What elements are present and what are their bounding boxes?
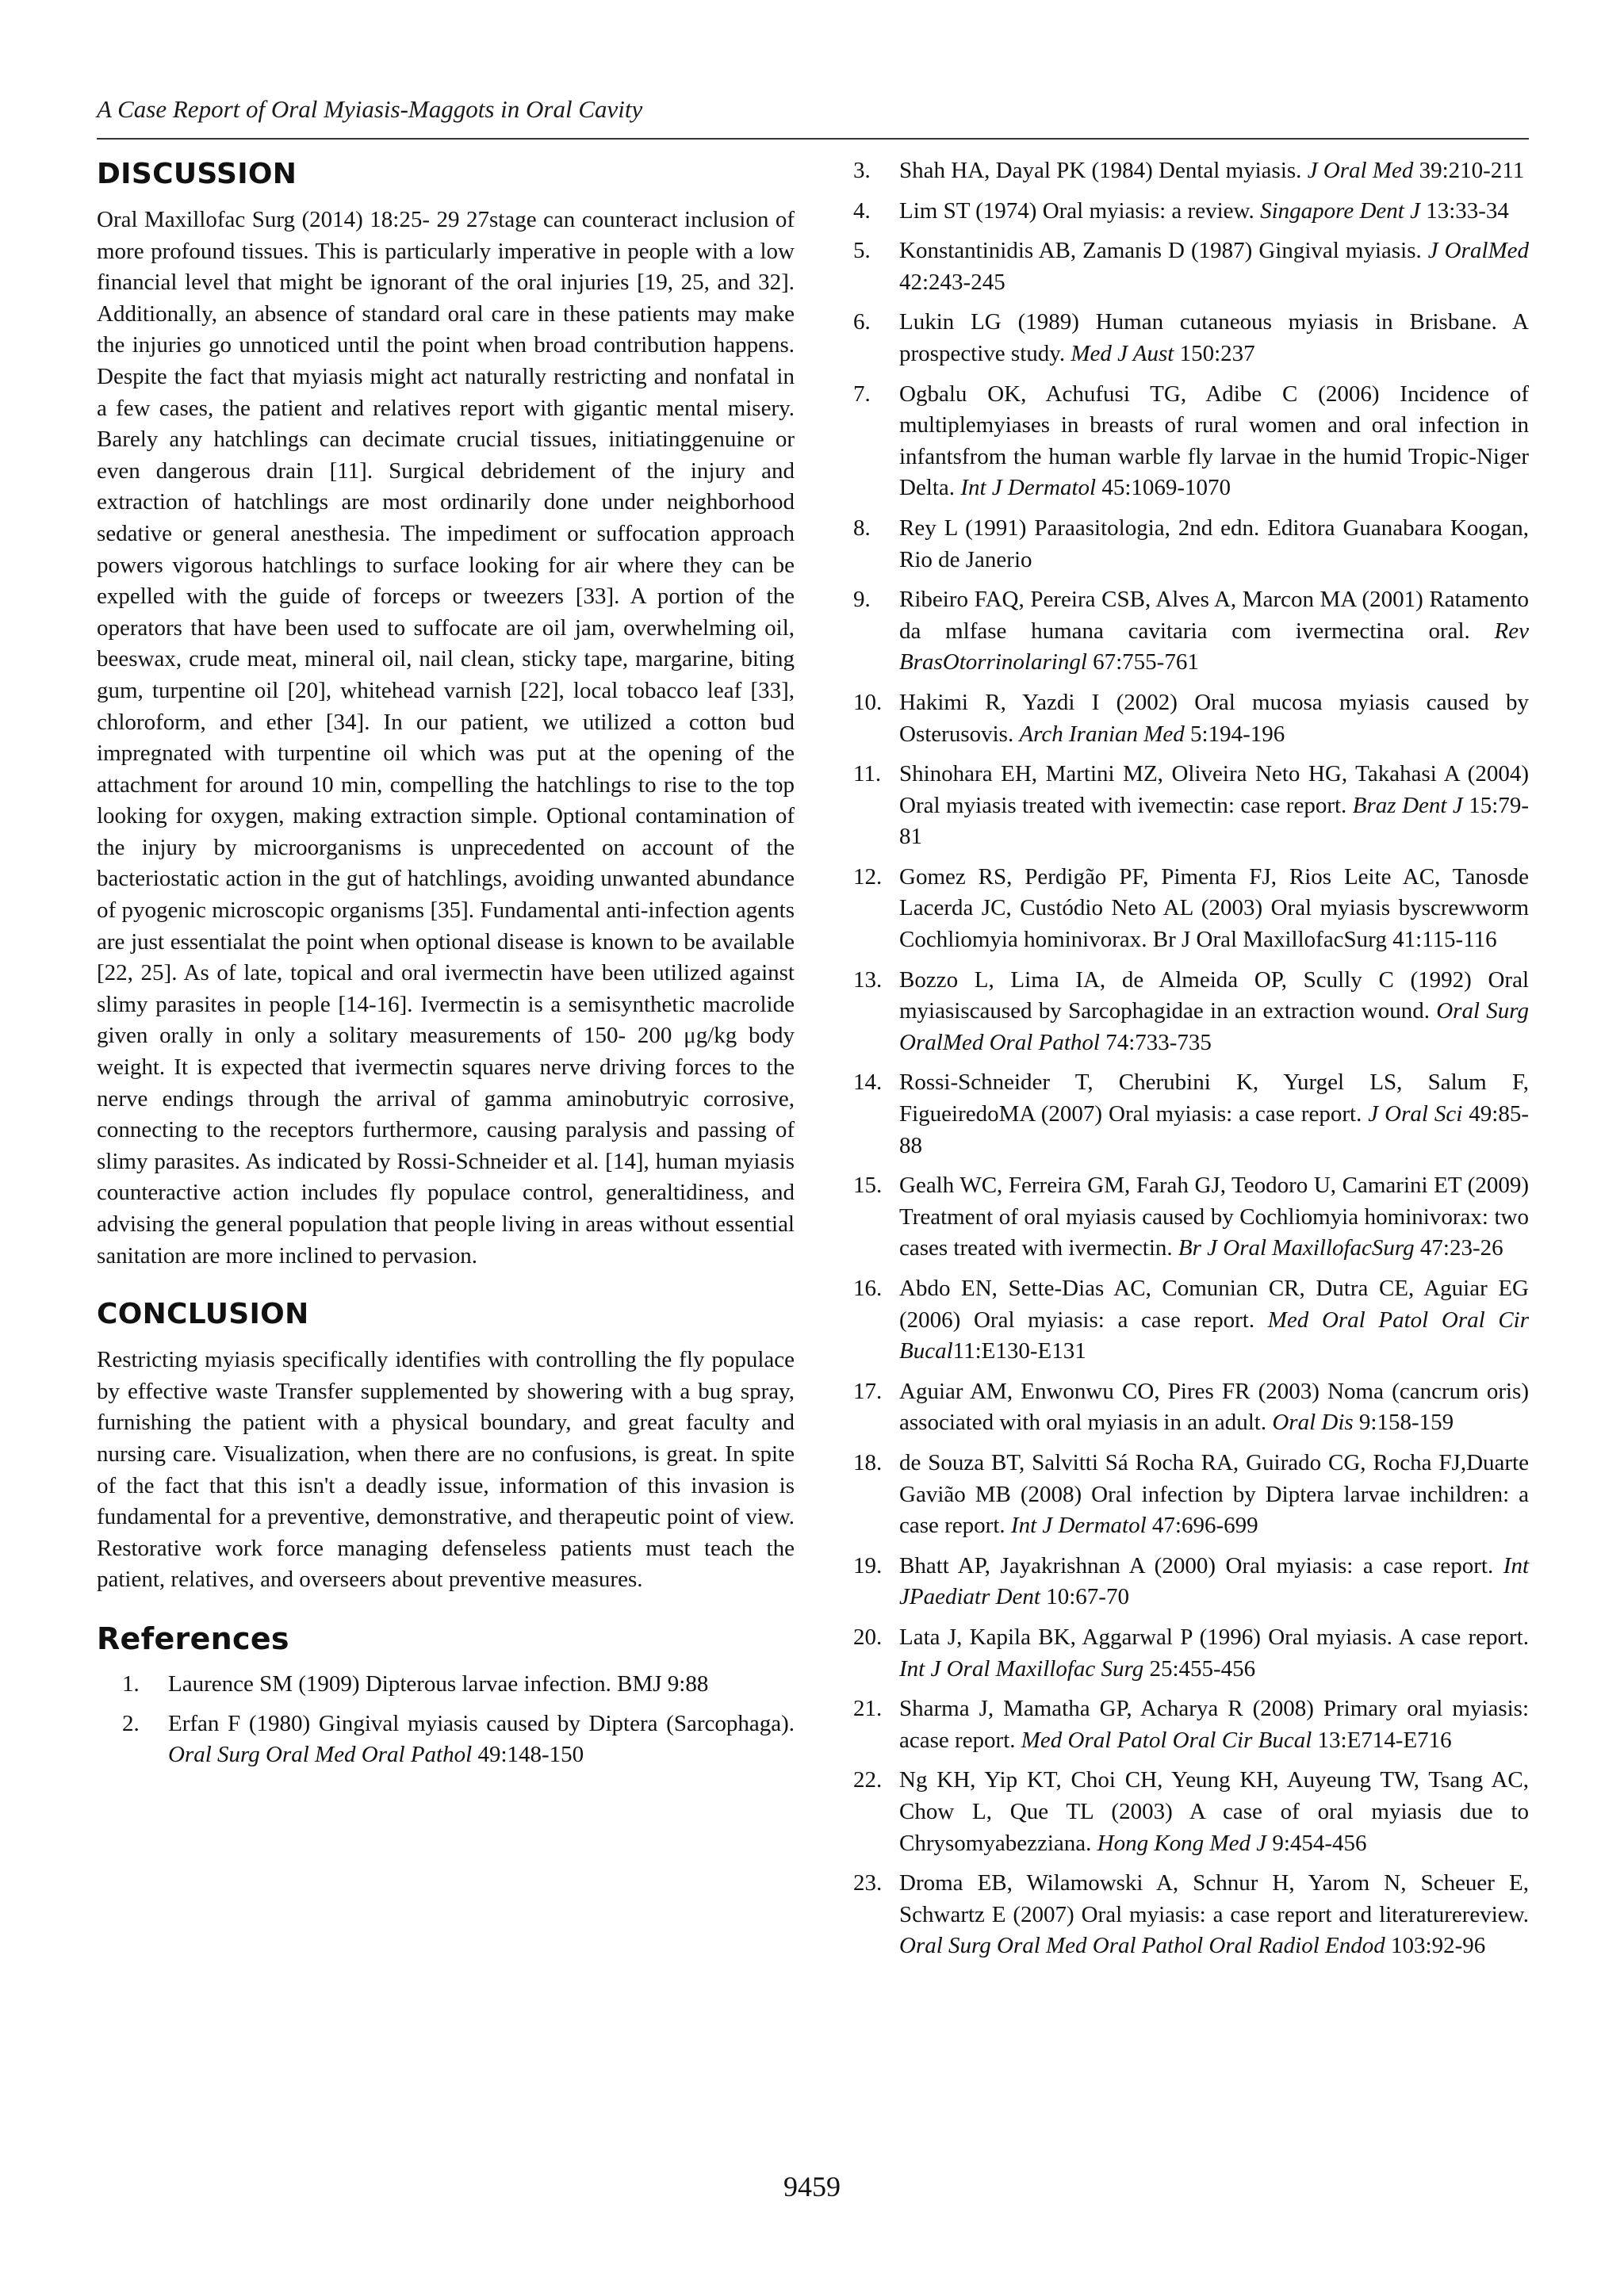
reference-number: 20. bbox=[853, 1624, 883, 1650]
reference-volume-pages: 47:696-699 bbox=[1146, 1513, 1258, 1539]
reference-authors-title: Lata J, Kapila BK, Aggarwal P (1996) Oral myiasis. A case report. bbox=[899, 1624, 1529, 1650]
reference-text bbox=[168, 1709, 795, 1771]
reference-item bbox=[853, 1067, 1529, 1161]
reference-item bbox=[853, 862, 1529, 956]
reference-text bbox=[899, 862, 1529, 956]
reference-journal: Int J Dermatol bbox=[960, 475, 1097, 501]
reference-authors-title: Rey L (1991) Paraasitologia, 2nd edn. Editora Guanabara Koogan, Rio de Janerio bbox=[899, 515, 1529, 572]
reference-journal: Oral Surg Oral Med Oral Pathol bbox=[168, 1742, 473, 1768]
reference-volume-pages: 10:67-70 bbox=[1040, 1584, 1129, 1610]
reference-text bbox=[899, 1170, 1529, 1265]
reference-journal: Arch Iranian Med bbox=[1019, 721, 1185, 747]
reference-text bbox=[899, 1273, 1529, 1368]
reference-number: 14. bbox=[853, 1070, 883, 1096]
reference-authors-title: Ng KH, Yip KT, Choi CH, Yeung KH, Auyeung TW, Tsang AC, Chow L, Que TL (2003) A case of oral myiasis due to Chrysomyabezziana. bbox=[899, 1767, 1529, 1856]
reference-text bbox=[899, 687, 1529, 750]
reference-text bbox=[899, 759, 1529, 853]
reference-journal: Oral Dis bbox=[1272, 1410, 1354, 1436]
reference-number: 12. bbox=[853, 863, 883, 890]
reference-text bbox=[899, 1551, 1529, 1613]
reference-journal: Int J Dermatol bbox=[1010, 1513, 1147, 1539]
right-column bbox=[853, 155, 1529, 1971]
reference-authors-title: Ogbalu OK, Achufusi TG, Adibe C (2006) Incidence of multiplemyiases in breasts of rural women and oral infection in infantsfrom the human warble fly larvae in the humid Tropic-Niger Delta. bbox=[899, 381, 1529, 501]
reference-item bbox=[853, 1868, 1529, 1962]
reference-text bbox=[899, 1376, 1529, 1439]
reference-item bbox=[853, 1448, 1529, 1542]
reference-number: 3. bbox=[853, 158, 871, 183]
reference-volume-pages: 47:23-26 bbox=[1414, 1235, 1503, 1261]
reference-item bbox=[853, 307, 1529, 369]
conclusion-heading: CONCLUSION bbox=[97, 1298, 309, 1331]
reference-number: 5. bbox=[853, 238, 871, 264]
reference-number: 18. bbox=[853, 1449, 883, 1475]
reference-text bbox=[899, 584, 1529, 679]
reference-volume-pages: 15:79-81 bbox=[899, 792, 1530, 850]
reference-journal: Med Oral Patol Oral Cir Bucal bbox=[1021, 1727, 1312, 1753]
reference-authors-title: Hakimi R, Yazdi I (2002) Oral mucosa myiasis caused by Osterusovis. bbox=[899, 689, 1529, 747]
reference-text bbox=[899, 155, 1529, 187]
reference-text bbox=[899, 196, 1529, 228]
reference-number: 4. bbox=[853, 197, 871, 224]
reference-authors-title: Bozzo L, Lima IA, de Almeida OP, Scully C (1992) Oral myiasiscaused by Sarcophagidae in an extraction wound. bbox=[899, 966, 1529, 1024]
reference-volume-pages: 42:243-245 bbox=[899, 269, 1005, 295]
reference-journal: Rev BrasOtorrinolaringl bbox=[899, 618, 1529, 675]
reference-volume-pages: 25:455-456 bbox=[1143, 1655, 1256, 1682]
reference-journal: Int JPaediatr Dent bbox=[899, 1552, 1529, 1610]
reference-journal: J OralMed bbox=[1427, 238, 1529, 264]
reference-item bbox=[853, 584, 1529, 679]
reference-journal: J Oral Sci bbox=[1368, 1101, 1463, 1127]
reference-volume-pages: 13:E714-E716 bbox=[1312, 1727, 1452, 1753]
reference-number: 9. bbox=[853, 587, 871, 613]
reference-number: 2. bbox=[122, 1710, 140, 1736]
reference-text bbox=[899, 1868, 1529, 1962]
reference-authors-title: de Souza BT, Salvitti Sá Rocha RA, Guirado CG, Rocha FJ,Duarte Gavião MB (2008) Oral infection by Diptera larvae inchildren: a case report. bbox=[899, 1449, 1529, 1539]
reference-text bbox=[899, 513, 1529, 576]
reference-item bbox=[853, 196, 1529, 228]
reference-authors-title: Ribeiro FAQ, Pereira CSB, Alves A, Marcon MA (2001) Ratamento da mlfase humana cavitaria com ivermectina oral. bbox=[899, 587, 1529, 644]
reference-number: 7. bbox=[853, 381, 871, 407]
reference-number: 8. bbox=[853, 515, 871, 541]
header-rule bbox=[97, 138, 1529, 140]
reference-number: 16. bbox=[853, 1276, 883, 1301]
reference-number: 21. bbox=[853, 1696, 883, 1722]
reference-number: 1. bbox=[122, 1670, 140, 1697]
reference-journal: Int J Oral Maxillofac Surg bbox=[899, 1655, 1144, 1682]
reference-item bbox=[122, 1709, 795, 1771]
reference-item bbox=[853, 379, 1529, 504]
reference-number: 10. bbox=[853, 689, 883, 715]
reference-authors-title: Gealh WC, Ferreira GM, Farah GJ, Teodoro U, Camarini ET (2009) Treatment of oral myiasis caused by Cochliomyia hominivorax: two cases treated with ivermectin. bbox=[899, 1173, 1529, 1261]
reference-authors-title: Shah HA, Dayal PK (1984) Dental myiasis. bbox=[899, 158, 1308, 183]
reference-text bbox=[899, 307, 1529, 369]
reference-journal: Br J Oral MaxillofacSurg bbox=[1178, 1235, 1415, 1261]
reference-item bbox=[853, 1765, 1529, 1859]
reference-journal: Med J Aust bbox=[1071, 340, 1174, 366]
reference-journal: Oral Surg OralMed Oral Pathol bbox=[899, 998, 1530, 1055]
reference-authors-title: Shinohara EH, Martini MZ, Oliveira Neto HG, Takahasi A (2004) Oral myiasis treated with ivemectin: case report. bbox=[899, 761, 1529, 818]
reference-authors-title: Bhatt AP, Jayakrishnan A (2000) Oral myiasis: a case report. bbox=[899, 1552, 1503, 1578]
reference-volume-pages: 5:194-196 bbox=[1184, 721, 1285, 747]
reference-number: 17. bbox=[853, 1378, 883, 1404]
reference-list-left bbox=[122, 1669, 795, 1771]
reference-authors-title: Lukin LG (1989) Human cutaneous myiasis in Brisbane. A prospective study. bbox=[899, 309, 1529, 366]
reference-item bbox=[853, 1693, 1529, 1756]
reference-authors-title: Rossi-Schneider T, Cherubini K, Yurgel LS, Salum F, FigueiredoMA (2007) Oral myiasis: a case report. bbox=[899, 1070, 1529, 1127]
reference-authors-title: Droma EB, Wilamowski A, Schnur H, Yarom N, Scheuer E, Schwartz E (2007) Oral myiasis: a case report and literaturereview. bbox=[899, 1870, 1529, 1927]
running-header: A Case Report of Oral Myiasis-Maggots in Oral Cavity bbox=[97, 95, 643, 123]
reference-item bbox=[853, 759, 1529, 853]
reference-authors-title: Aguiar AM, Enwonwu CO, Pires FR (2003) Noma (cancrum oris) associated with oral myiasis in an adult. bbox=[899, 1378, 1529, 1436]
reference-authors-title: Sharma J, Mamatha GP, Acharya R (2008) Primary oral myiasis: acase report. bbox=[899, 1696, 1529, 1753]
reference-item bbox=[853, 965, 1529, 1059]
reference-item bbox=[853, 1551, 1529, 1613]
reference-journal: Singapore Dent J bbox=[1260, 197, 1420, 224]
reference-text bbox=[899, 235, 1529, 298]
reference-authors-title: Konstantinidis AB, Zamanis D (1987) Gingival myiasis. bbox=[899, 238, 1428, 264]
reference-list-right bbox=[853, 155, 1529, 1962]
reference-volume-pages: 13:33-34 bbox=[1419, 197, 1509, 224]
reference-number: 23. bbox=[853, 1870, 883, 1896]
reference-number: 15. bbox=[853, 1173, 883, 1199]
reference-volume-pages: 45:1069-1070 bbox=[1096, 475, 1231, 501]
reference-number: 19. bbox=[853, 1552, 883, 1578]
reference-text bbox=[899, 1067, 1529, 1161]
reference-item bbox=[853, 155, 1529, 187]
reference-authors-title: Erfan F (1980) Gingival myiasis caused by Diptera (Sarcophaga). bbox=[168, 1710, 795, 1736]
reference-number: 11. bbox=[853, 761, 882, 787]
reference-journal: Hong Kong Med J bbox=[1097, 1830, 1267, 1856]
discussion-heading: DISCUSSION bbox=[97, 158, 297, 190]
reference-journal: Oral Surg Oral Med Oral Pathol Oral Radiol Endod bbox=[899, 1933, 1385, 1959]
reference-item bbox=[853, 687, 1529, 750]
reference-volume-pages: 39:210-211 bbox=[1413, 158, 1525, 183]
reference-item bbox=[853, 1170, 1529, 1265]
conclusion-paragraph: Restricting myiasis specifically identifies with controlling the fly populace by effective waste Transfer supplemented by showering with a bug spray, furnishing the patient with a physical boundary, and great faculty and nursing care. Visualization, when there are no confusions, is great. In spite of the fact that this isn't a deadly issue, information of this invasion is fundamental for a preventive, demonstrative, and therapeutic point of view. Restorative work force managing defenseless patients must teach the patient, relatives, and overseers about preventive measures. bbox=[97, 1347, 795, 1593]
reference-item bbox=[853, 1273, 1529, 1368]
reference-volume-pages: 9:158-159 bbox=[1353, 1410, 1454, 1436]
reference-authors-title: Gomez RS, Perdigão PF, Pimenta FJ, Rios Leite AC, Tanosde Lacerda JC, Custódio Neto AL (2003) Oral myiasis byscrewworm Cochliomyia hominivorax. Br J Oral MaxillofacSurg 41:115-116 bbox=[899, 863, 1529, 953]
reference-text bbox=[899, 1448, 1529, 1542]
reference-number: 22. bbox=[853, 1767, 883, 1793]
reference-item bbox=[853, 1622, 1529, 1685]
references-heading: References bbox=[97, 1621, 289, 1656]
reference-text bbox=[899, 1765, 1529, 1859]
reference-volume-pages: 9:454-456 bbox=[1266, 1830, 1367, 1856]
reference-item bbox=[853, 513, 1529, 576]
reference-authors-title: Laurence SM (1909) Dipterous larvae infection. BMJ 9:88 bbox=[168, 1670, 709, 1697]
reference-volume-pages: 74:733-735 bbox=[1099, 1029, 1212, 1055]
reference-journal: Med Oral Patol Oral Cir Bucal bbox=[899, 1307, 1530, 1364]
page-number: 9459 bbox=[783, 2171, 841, 2202]
reference-authors-title: Abdo EN, Sette-Dias AC, Comunian CR, Dutra CE, Aguiar EG (2006) Oral myiasis: a case report. bbox=[899, 1276, 1529, 1333]
left-column bbox=[97, 155, 795, 1779]
reference-text bbox=[168, 1669, 795, 1701]
reference-journal: Braz Dent J bbox=[1352, 792, 1463, 818]
reference-number: 13. bbox=[853, 966, 883, 993]
reference-item bbox=[122, 1669, 795, 1701]
discussion-paragraph: Oral Maxillofac Surg (2014) 18:25- 29 27stage can counteract inclusion of more profound tissues. This is particularly imperative in people with a low financial level that might be ignorant of the oral injuries [19, 25, and 32]. Additionally, an absence of standard oral care in these patients may make the injuries go unnoticed until the point when broad contribution happens. Despite the fact that myiasis might act naturally restricting and nonfatal in a few cases, the patient and relatives report with gigantic mental misery. Barely any hatchlings can decimate crucial tissues, initiatinggenuine or even dangerous drain [11]. Surgical debridement of the injury and extraction of hatchlings are most ordinarily done under neighborhood sedative or general anesthesia. The impediment or suffocation approach powers vigorous hatchlings to surface looking for air where they can be expelled with the guide of forceps or tweezers [33]. A portion of the operators that have been used to suffocate are oil jam, overwhelming oil, beeswax, crude meat, mineral oil, nail clean, sticky tape, margarine, biting gum, turpentine oil [20], whitehead varnish [22], local tobacco leaf [33], chloroform, and ether [34]. In our patient, we utilized a cotton bud impregnated with turpentine oil which was put at the opening of the attachment for around 10 min, compelling the hatchlings to rise to the top looking for oxygen, making extraction simple. Optional contamination of the injury by microorganisms is unprecedented on account of the bacteriostatic action in the gut of hatchlings, avoiding unwanted abundance of pyogenic microscopic organisms [35]. Fundamental anti-infection agents are just essentialat the point when optional disease is known to be available [22, 25]. As of late, topical and oral ivermectin have been utilized against slimy parasites in people [14-16]. Ivermectin is a semisynthetic macrolide given orally in only a solitary measurements of 150- 200 μg/kg body weight. It is expected that ivermectin squares nerve driving forces to the nerve endings through the arrival of gamma aminobutryic corrosive, connecting to the receptors furthermore, causing paralysis and passing of slimy parasites. As indicated by Rossi-Schneider et al. [14], human myiasis counteractive action includes fly populace control, generaltidiness, and advising the general population that people living in areas without essential sanitation are more inclined to pervasion. bbox=[97, 207, 795, 1269]
reference-text bbox=[899, 1622, 1529, 1685]
reference-volume-pages: 49:85-88 bbox=[899, 1101, 1529, 1158]
reference-volume-pages: 11:E130-E131 bbox=[952, 1338, 1086, 1364]
reference-volume-pages: 150:237 bbox=[1174, 340, 1255, 366]
reference-number: 6. bbox=[853, 309, 871, 335]
reference-volume-pages: 103:92-96 bbox=[1385, 1933, 1486, 1959]
reference-journal: J Oral Med bbox=[1307, 158, 1414, 183]
reference-text bbox=[899, 1693, 1529, 1756]
reference-volume-pages: 67:755-761 bbox=[1086, 649, 1199, 675]
reference-volume-pages: 49:148-150 bbox=[472, 1742, 584, 1768]
reference-text bbox=[899, 965, 1529, 1059]
reference-item bbox=[853, 1376, 1529, 1439]
reference-text bbox=[899, 379, 1529, 504]
reference-authors-title: Lim ST (1974) Oral myiasis: a review. bbox=[899, 197, 1261, 224]
reference-item bbox=[853, 235, 1529, 298]
